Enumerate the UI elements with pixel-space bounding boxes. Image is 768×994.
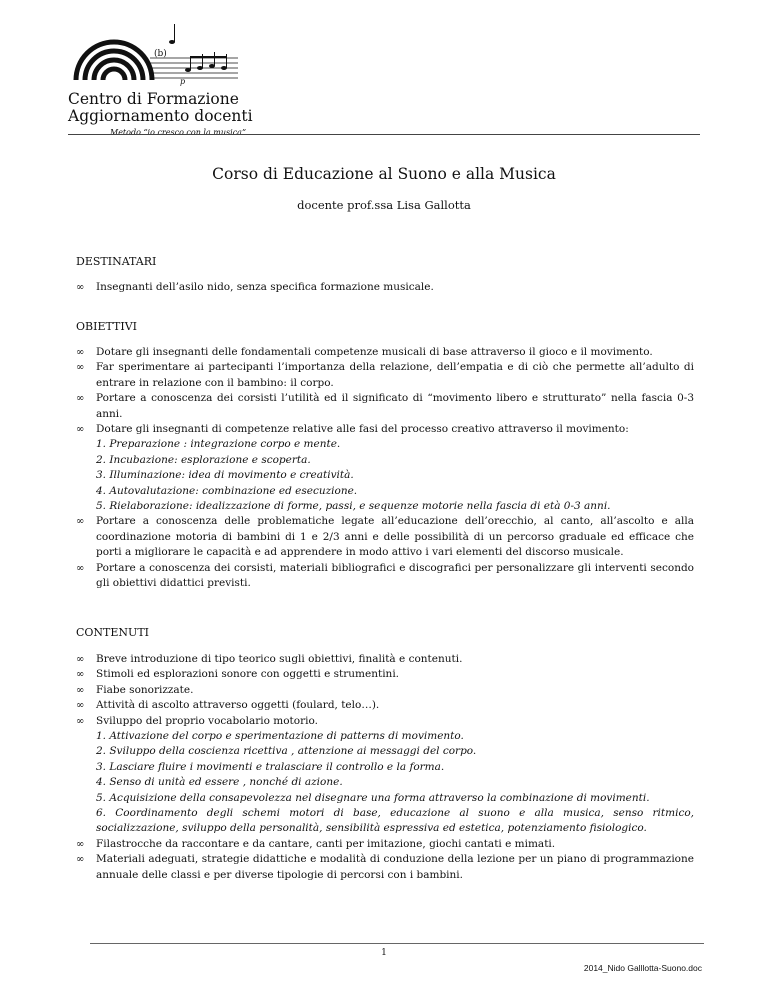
- bullet-icon: ∞: [76, 715, 85, 727]
- motor-item: 2. Sviluppo della coscienza ricettiva , attenzione ai messaggi del corpo.: [96, 745, 477, 758]
- bullet-icon: ∞: [76, 654, 85, 665]
- logo-motto: Metodo “io cresco con la musica”: [110, 128, 247, 137]
- phase-item: 2. Incubazione: esplorazione e scoperta.: [96, 453, 311, 466]
- phase-item: 3. Illuminazione: idea di movimento e creatività.: [96, 469, 354, 482]
- page-number: 1: [381, 948, 387, 958]
- bullet-icon: ∞: [76, 362, 85, 374]
- motor-item: 4. Senso di unità ed essere , nonché di azione.: [96, 776, 343, 789]
- bullet-icon: ∞: [76, 516, 85, 528]
- bullet-icon: ∞: [76, 854, 85, 866]
- list-item: ∞ Attività di ascolto attraverso oggetti (foulard, telo…).: [76, 698, 694, 713]
- footer-rule: [90, 943, 704, 944]
- motor-item: 6. Coordinamento degli schemi motori di base, educazione al suono e alla musica, senso ritmico, socializzazione, sviluppo della personalità, sensibilità espressiva ed estetica, potenziamento fisiologico.: [96, 807, 694, 835]
- header-rule: [68, 134, 700, 135]
- motor-item: 5. Acquisizione della consapevolezza nel disegnare una forma attraverso la combinazione di movimenti.: [96, 791, 650, 804]
- footer-filename: 2014_Nido Galllotta-Suono.doc: [583, 963, 702, 973]
- list-item: ∞ Portare a conoscenza dei corsisti, materiali bibliografici e discografici per personalizzare gli interventi secondo gli obiettivi didattici previsti.: [76, 561, 694, 590]
- bullet-icon: ∞: [76, 562, 85, 574]
- bullet-icon: ∞: [76, 838, 85, 850]
- contenuti-list: [76, 652, 694, 883]
- bullet-icon: ∞: [76, 282, 85, 293]
- list-item: ∞ Insegnanti dell’asilo nido, senza specifica formazione musicale.: [76, 280, 694, 295]
- svg-text:p: p: [180, 77, 186, 86]
- svg-text:(b): (b): [154, 49, 167, 59]
- list-item: ∞ Filastrocche da raccontare e da cantare, canti per imitazione, giochi cantati e mimati.: [76, 837, 694, 852]
- bullet-icon: ∞: [76, 700, 85, 712]
- bullet-icon: ∞: [76, 684, 85, 696]
- logo-music-graphic: [68, 18, 268, 90]
- list-item: ∞ Far sperimentare ai partecipanti l’importanza della relazione, dell’empatia e di ciò che permette all’adulto di entrare in relazione con il bambino: il corpo.: [76, 361, 694, 389]
- list-item: ∞ Breve introduzione di tipo teorico sugli obiettivi, finalità e contenuti.: [76, 652, 694, 667]
- phase-item: 1. Preparazione : integrazione corpo e mente.: [96, 438, 341, 451]
- obiettivi-heading: OBIETTIVI: [76, 320, 137, 333]
- motor-item: 3. Lasciare fluire i movimenti e tralasciare il controllo e la forma.: [96, 760, 445, 773]
- phase-item: 5. Rielaborazione: idealizzazione di forme, passi, e sequenze motorie nella fascia di età 0-3 anni.: [96, 500, 611, 513]
- list-item: ∞ Portare a conoscenza dei corsisti l’utilità ed il significato di “movimento libero e strutturato” nella fascia 0-3 anni.: [76, 392, 694, 420]
- bullet-icon: ∞: [76, 424, 85, 436]
- page-subtitle: docente prof.ssa Lisa Gallotta: [297, 198, 471, 212]
- logo-line2: Aggiornamento docenti: [68, 107, 253, 125]
- phase-item: 4. Autovalutazione: combinazione ed esecuzione.: [96, 484, 358, 497]
- contenuti-heading: CONTENUTI: [76, 626, 150, 639]
- list-item: ∞ Sviluppo del proprio vocabolario motorio.: [76, 714, 694, 729]
- page-title: Corso di Educazione al Suono e alla Musica: [212, 165, 556, 183]
- list-item: ∞ Dotare gli insegnanti di competenze relative alle fasi del processo creativo attraverso il movimento:: [76, 422, 694, 437]
- list-item: ∞ Materiali adeguati, strategie didattiche e modalità di conduzione della lezione per un piano di programmazione annuale delle classi e per diverse tipologie di percorsi con i bambini.: [76, 853, 694, 881]
- destinatari-heading: DESTINATARI: [76, 255, 157, 268]
- bullet-icon: ∞: [76, 393, 85, 405]
- bullet-icon: ∞: [76, 347, 85, 358]
- list-item: ∞ Portare a conoscenza delle problematiche legate all’educazione dell’orecchio, al canto, all’ascolto e alla coordinazione motoria di bambini di 1 e 2/3 anni e delle possibilità di un percorso graduale ed efficace che porti a migliorare le capacità e ad apprendere in modo attivo i vari elementi del discorso musicale.: [76, 515, 694, 559]
- obiettivi-list: [76, 345, 694, 592]
- destinatari-list: [76, 280, 694, 295]
- list-item: ∞ Dotare gli insegnanti delle fondamentali competenze musicali di base attraverso il gioco e il movimento.: [76, 345, 694, 360]
- logo: [68, 18, 268, 138]
- list-item: ∞ Fiabe sonorizzate.: [76, 683, 694, 698]
- logo-line1: Centro di Formazione: [68, 90, 239, 108]
- list-item: ∞ Stimoli ed esplorazioni sonore con oggetti e strumentini.: [76, 667, 694, 682]
- bullet-icon: ∞: [76, 669, 85, 681]
- motor-item: 1. Attivazione del corpo e sperimentazione di patterns di movimento.: [96, 730, 464, 743]
